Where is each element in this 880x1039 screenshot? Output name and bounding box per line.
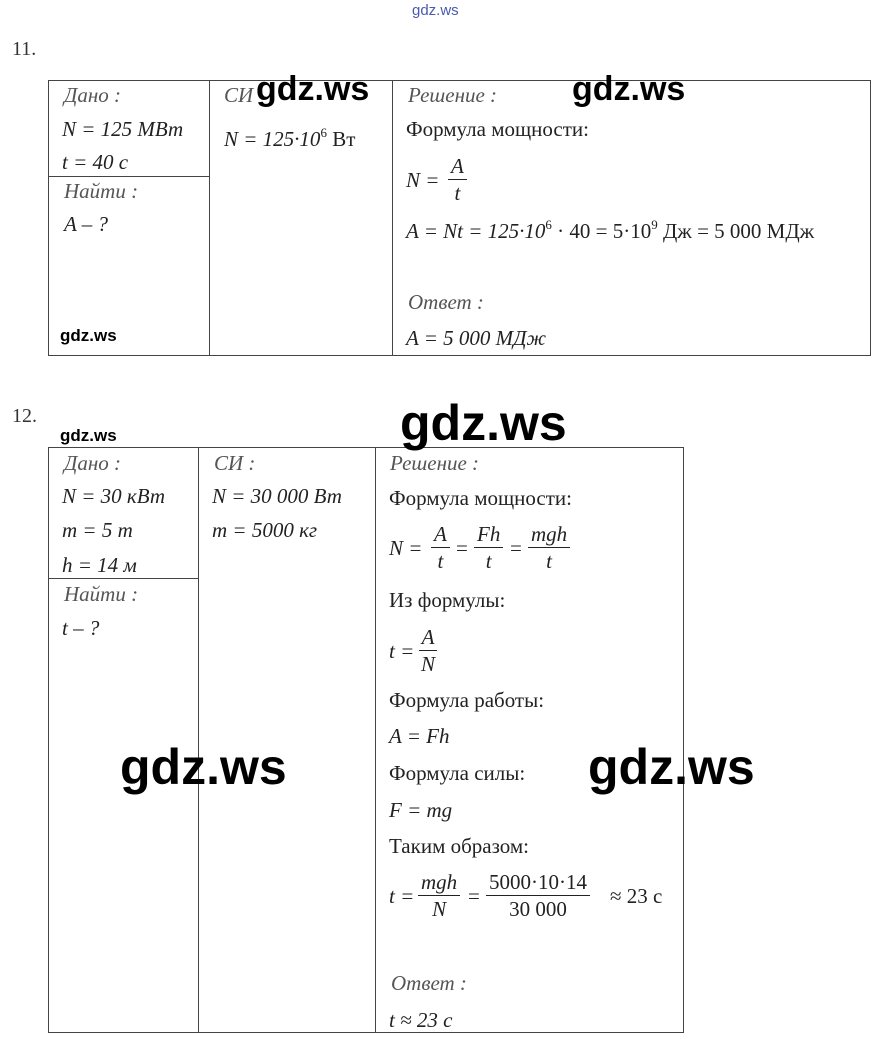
watermark: gdz.ws bbox=[572, 70, 686, 108]
given-header: Дано : bbox=[64, 83, 122, 107]
t-lhs: t = bbox=[389, 639, 415, 663]
watermark: gdz.ws bbox=[120, 739, 287, 795]
fraction-numeric: $\frac{5000\cdot 10\cdot 14}{30 000}$ bbox=[486, 869, 590, 922]
fraction-mgh-over-n: mgh N bbox=[418, 869, 460, 922]
si-line: N = 30 000 Вт bbox=[212, 484, 342, 508]
si-header: СИ : bbox=[214, 451, 256, 475]
fraction-a-over-t: $\frac{A}{t}$ bbox=[431, 521, 450, 574]
given-line: N = 30 кВт bbox=[62, 484, 166, 508]
find-value: A – ? bbox=[64, 212, 108, 236]
problem-12-number: 12. bbox=[12, 405, 37, 427]
fraction-fh-over-t: $\frac{Fh}{t}$ bbox=[474, 521, 503, 574]
given-line: N = 125 МВт bbox=[62, 117, 184, 141]
force-formula: F = mg bbox=[389, 798, 453, 822]
find-header: Найти : bbox=[64, 179, 139, 203]
si-header: СИ bbox=[224, 83, 254, 107]
fraction-a-over-n: $\frac{A}{N}$ bbox=[418, 624, 438, 677]
answer-value: A = 5 000 МДж bbox=[406, 326, 547, 350]
table-divider bbox=[48, 176, 209, 177]
table-divider bbox=[375, 447, 376, 1033]
given-line: t = 40 с bbox=[62, 150, 129, 174]
find-header: Найти : bbox=[64, 582, 139, 606]
given-header: Дано : bbox=[64, 451, 122, 475]
formula-label: Формула мощности: bbox=[406, 117, 589, 141]
force-label: Формула силы: bbox=[389, 761, 526, 785]
answer-value: t ≈ 23 с bbox=[389, 1008, 453, 1032]
formula-label: Формула мощности: bbox=[389, 486, 572, 510]
final-lhs: t = bbox=[389, 884, 415, 908]
table-divider bbox=[209, 80, 210, 356]
answer-header: Ответ : bbox=[408, 290, 484, 314]
formula-lhs: N = bbox=[406, 168, 440, 192]
work-formula: A = Fh bbox=[389, 724, 450, 748]
watermark: gdz.ws bbox=[60, 326, 117, 345]
watermark: gdz.ws bbox=[588, 739, 755, 795]
power-lhs: N = bbox=[389, 536, 423, 560]
work-calculation: $A = Nt = 125\cdot 10^6 \cdot 40 = 5\cdot 10^9$ Дж = 5 000 МДж bbox=[406, 217, 815, 243]
equals-sign: = bbox=[510, 536, 522, 560]
si-value: $N = 125\cdot 10^6$ Вт bbox=[224, 125, 356, 151]
fraction-mgh-over-t: mgh t bbox=[528, 521, 570, 574]
final-result: ≈ 23 с bbox=[610, 884, 663, 908]
watermark: gdz.ws bbox=[60, 426, 117, 445]
si-line: m = 5000 кг bbox=[212, 518, 318, 542]
answer-header: Ответ : bbox=[391, 971, 467, 995]
thus-label: Таким образом: bbox=[389, 834, 530, 858]
given-line: h = 14 м bbox=[62, 553, 137, 577]
equals-sign: = bbox=[468, 884, 480, 908]
given-line: m = 5 т bbox=[62, 518, 133, 542]
equals-sign: = bbox=[456, 536, 468, 560]
from-formula-label: Из формулы: bbox=[389, 588, 506, 612]
watermark-top: gdz.ws bbox=[412, 2, 459, 19]
watermark: gdz.ws bbox=[400, 395, 567, 451]
fraction-a-over-t: $\frac{A}{t}$ bbox=[448, 153, 467, 206]
watermark: gdz.ws bbox=[256, 70, 370, 108]
table-divider bbox=[392, 80, 393, 356]
solution-header: Решение : bbox=[390, 451, 480, 475]
find-value: t – ? bbox=[62, 616, 100, 640]
solution-header: Решение : bbox=[408, 83, 498, 107]
work-label: Формула работы: bbox=[389, 688, 545, 712]
problem-11-number: 11. bbox=[12, 38, 37, 60]
table-divider bbox=[48, 578, 198, 579]
